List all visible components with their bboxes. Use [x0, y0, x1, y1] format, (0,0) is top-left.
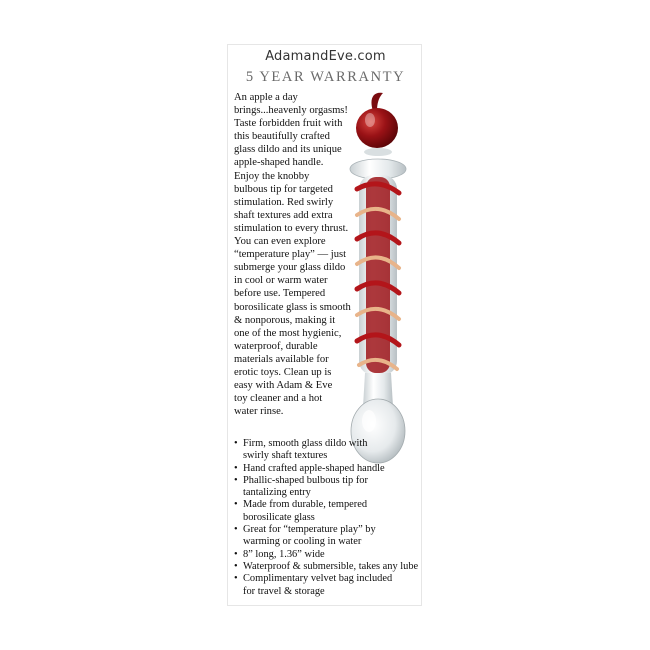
product-image: [333, 89, 423, 469]
feature-list: [234, 438, 420, 598]
bullet-icon: •: [234, 438, 238, 449]
list-item: • 8” long, 1.36” wide: [234, 548, 325, 560]
list-item: • Firm, smooth glass dildo with swirly shaft textures: [234, 438, 368, 462]
list-item: • Made from durable, tempered borosilicate glass: [234, 499, 368, 523]
product-card: [227, 44, 422, 606]
bullet-icon: •: [234, 524, 238, 536]
bullet-icon: •: [234, 499, 238, 511]
product-description: An apple a day brings...heavenly orgasms! Taste forbidden fruit with this beautifully crafted glass dildo and its unique apple-shaped handle. Enjoy the knobby bulbous tip for targeted stimulation. Red swirly shaft textures add extra stimulation to every thrust. You can even explore “temperature play” — just submerge your glass dildo in cool or warm water before use. Tempered borosilicate glass is smooth & nonporous, making it one of the most hygienic, waterproof, durable materials available for erotic toys. Clean up is easy with Adam & Eve toy cleaner and a hot water rinse.: [234, 92, 351, 418]
apple-handle: [356, 108, 398, 148]
list-item: • Hand crafted apple-shaped handle: [234, 462, 385, 474]
list-item: • Complimentary velvet bag included for travel & storage: [234, 573, 393, 597]
bullet-icon: •: [234, 560, 238, 572]
warranty-heading: 5 YEAR WARRANTY: [245, 69, 406, 85]
brand-name: AdamandEve.com: [265, 49, 386, 64]
bullet-icon: •: [234, 474, 238, 486]
bullet-icon: •: [234, 573, 238, 585]
list-item: • Great for “temperature play” by warming or cooling in water: [234, 524, 376, 548]
list-item: • Waterproof & submersible, takes any lube: [234, 560, 419, 572]
bullet-icon: •: [234, 548, 238, 560]
bullet-icon: •: [234, 462, 238, 474]
list-item: • Phallic-shaped bulbous tip for tantalizing entry: [234, 474, 368, 499]
